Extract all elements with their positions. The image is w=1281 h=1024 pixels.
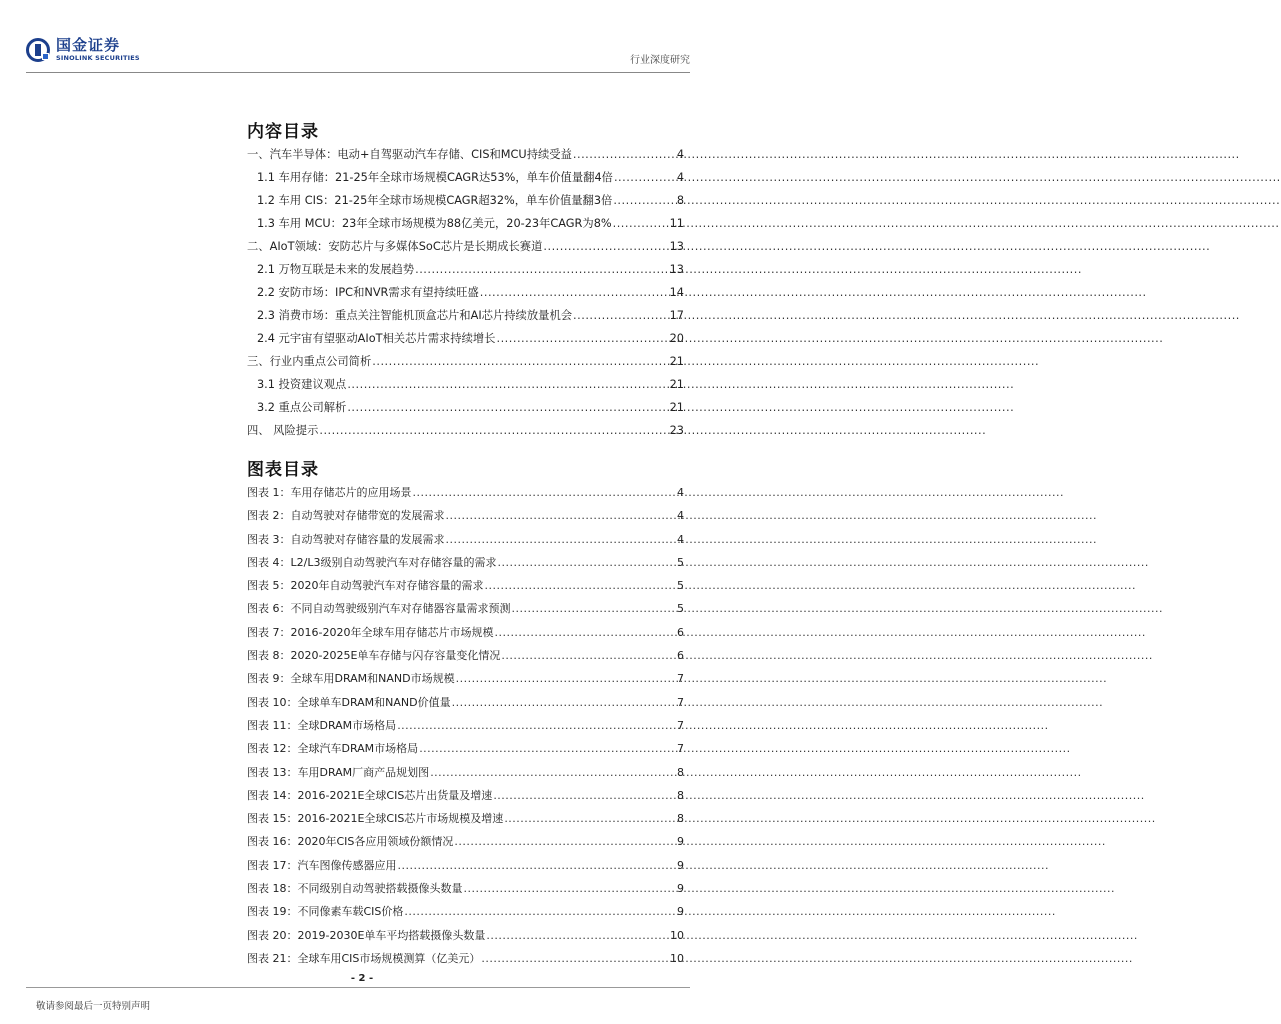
toc-dot-leader bbox=[613, 212, 669, 235]
toc-entry-title: 三、行业内重点公司简析 bbox=[247, 355, 372, 368]
toc-entry-page: 9 bbox=[677, 858, 684, 872]
toc-dot-leader bbox=[481, 947, 669, 970]
toc-entry-title: 图表 21：全球车用CIS市场规模测算（亿美元） bbox=[247, 951, 481, 965]
toc-dot-leader bbox=[456, 667, 676, 690]
toc-entry-title: 图表 7：2016-2020年全球车用存储芯片市场规模 bbox=[247, 625, 494, 639]
toc-entry-page: 20 bbox=[669, 332, 684, 345]
toc-entry-page: 21 bbox=[669, 401, 684, 414]
toc-entry-title: 图表 15：2016-2021E全球CIS芯片市场规模及增速 bbox=[247, 812, 504, 826]
toc-entry[interactable] bbox=[247, 900, 684, 923]
toc-entry[interactable] bbox=[247, 551, 684, 574]
toc-entry[interactable] bbox=[247, 481, 684, 504]
toc-dot-leader bbox=[452, 691, 676, 714]
toc-entry-title: 图表 18：不同级别自动驾驶搭载摄像头数量 bbox=[247, 882, 463, 896]
toc-entry[interactable] bbox=[247, 761, 684, 784]
contents-list bbox=[247, 143, 684, 442]
footer-divider bbox=[26, 987, 690, 988]
toc-dot-leader bbox=[398, 854, 677, 877]
toc-entry-title: 图表 1：车用存储芯片的应用场景 bbox=[247, 486, 412, 499]
toc-entry-title: 四、 风险提示 bbox=[247, 424, 319, 437]
toc-entry[interactable] bbox=[247, 597, 684, 620]
toc-entry-page: 4 bbox=[676, 171, 684, 184]
toc-dot-leader bbox=[347, 396, 668, 419]
toc-entry-title: 图表 12：全球汽车DRAM市场格局 bbox=[247, 742, 419, 756]
toc-entry-page: 8 bbox=[677, 812, 684, 826]
toc-entry[interactable] bbox=[247, 784, 684, 807]
page-header bbox=[26, 38, 690, 72]
toc-dot-leader bbox=[504, 807, 676, 830]
toc-entry[interactable] bbox=[247, 350, 684, 373]
figures-title: 图表目录 bbox=[247, 460, 319, 480]
toc-entry-page: 14 bbox=[669, 286, 684, 299]
toc-dot-leader bbox=[496, 327, 668, 350]
toc-entry[interactable] bbox=[247, 504, 684, 527]
toc-entry[interactable] bbox=[247, 373, 684, 396]
toc-entry-page: 4 bbox=[676, 148, 684, 161]
toc-dot-leader bbox=[454, 830, 676, 853]
toc-entry[interactable] bbox=[247, 574, 684, 597]
toc-dot-leader bbox=[573, 304, 669, 327]
toc-entry-page: 5 bbox=[677, 602, 684, 616]
toc-entry[interactable] bbox=[247, 189, 684, 212]
toc-entry-page: 9 bbox=[677, 905, 684, 919]
toc-entry[interactable] bbox=[247, 281, 684, 304]
toc-entry-title: 一、汽车半导体：电动+自驾驱动汽车存储、CIS和MCU持续受益 bbox=[247, 148, 572, 161]
toc-entry-page: 13 bbox=[669, 240, 684, 253]
toc-entry[interactable] bbox=[247, 830, 684, 853]
toc-entry-title: 2.3 消费市场：重点关注智能机顶盒芯片和AI芯片持续放量机会 bbox=[257, 309, 573, 322]
toc-dot-leader bbox=[497, 551, 676, 574]
toc-dot-leader bbox=[446, 528, 677, 551]
toc-dot-leader bbox=[512, 597, 677, 620]
toc-entry-page: 7 bbox=[677, 672, 684, 686]
toc-entry-title: 图表 2：自动驾驶对存储带宽的发展需求 bbox=[247, 509, 445, 523]
toc-entry[interactable] bbox=[247, 714, 684, 737]
toc-entry-title: 图表 4：L2/L3级别自动驾驶汽车对存储容量的需求 bbox=[247, 555, 497, 569]
toc-dot-leader bbox=[372, 350, 668, 373]
toc-entry[interactable] bbox=[247, 166, 684, 189]
toc-entry-page: 10 bbox=[670, 928, 684, 942]
toc-entry-page: 8 bbox=[677, 788, 684, 802]
toc-dot-leader bbox=[446, 504, 677, 527]
toc-entry-title: 图表 20：2019-2030E单车平均搭载摄像头数量 bbox=[247, 928, 486, 942]
company-logo bbox=[26, 38, 140, 62]
toc-entry-page: 5 bbox=[677, 555, 684, 569]
toc-entry-page: 4 bbox=[677, 509, 684, 523]
toc-entry-title: 2.2 安防市场：IPC和NVR需求有望持续旺盛 bbox=[257, 286, 479, 299]
toc-entry[interactable] bbox=[247, 621, 684, 644]
figures-list bbox=[247, 481, 684, 970]
toc-entry-title: 1.1 车用存储：21-25年全球市场规模CAGR达53%，单车价值量翻4倍 bbox=[257, 171, 613, 184]
toc-entry-page: 4 bbox=[677, 532, 684, 546]
toc-entry-page: 23 bbox=[669, 424, 684, 437]
toc-dot-leader bbox=[573, 143, 676, 166]
toc-entry-page: 13 bbox=[669, 263, 684, 276]
toc-dot-leader bbox=[480, 281, 669, 304]
toc-entry-title: 图表 5：2020年自动驾驶汽车对存储容量的需求 bbox=[247, 579, 484, 593]
toc-dot-leader bbox=[543, 235, 668, 258]
toc-entry[interactable] bbox=[247, 644, 684, 667]
toc-entry[interactable] bbox=[247, 235, 684, 258]
toc-dot-leader bbox=[430, 761, 676, 784]
toc-entry-page: 7 bbox=[677, 742, 684, 756]
logo-icon bbox=[26, 38, 50, 62]
toc-dot-leader bbox=[404, 900, 676, 923]
toc-entry-title: 图表 19：不同像素车载CIS价格 bbox=[247, 905, 404, 919]
toc-entry-title: 1.3 车用 MCU：23年全球市场规模为88亿美元，20-23年CAGR为8% bbox=[257, 217, 612, 230]
toc-entry[interactable] bbox=[247, 854, 684, 877]
toc-entry[interactable] bbox=[247, 947, 684, 970]
toc-entry[interactable] bbox=[247, 737, 684, 760]
toc-dot-leader bbox=[486, 924, 669, 947]
toc-dot-leader bbox=[613, 189, 675, 212]
toc-entry-page: 9 bbox=[677, 835, 684, 849]
toc-entry-page: 7 bbox=[677, 718, 684, 732]
toc-dot-leader bbox=[494, 621, 676, 644]
toc-dot-leader bbox=[319, 419, 668, 442]
toc-dot-leader bbox=[347, 373, 668, 396]
toc-entry[interactable] bbox=[247, 396, 684, 419]
toc-dot-leader bbox=[397, 714, 676, 737]
toc-entry[interactable] bbox=[247, 691, 684, 714]
toc-entry-title: 图表 13：车用DRAM厂商产品规划图 bbox=[247, 765, 430, 779]
toc-entry-page: 8 bbox=[677, 765, 684, 779]
toc-entry-title: 图表 17：汽车图像传感器应用 bbox=[247, 858, 397, 872]
toc-entry-title: 图表 6：不同自动驾驶级别汽车对存储器容量需求预测 bbox=[247, 602, 511, 616]
header-divider bbox=[26, 72, 690, 73]
toc-entry-page: 6 bbox=[677, 625, 684, 639]
toc-entry-title: 2.1 万物互联是未来的发展趋势 bbox=[257, 263, 415, 276]
toc-dot-leader bbox=[413, 481, 677, 504]
toc-dot-leader bbox=[419, 737, 676, 760]
toc-entry[interactable] bbox=[247, 304, 684, 327]
document-type-label: 行业深度研究 bbox=[630, 55, 690, 66]
toc-entry[interactable] bbox=[247, 877, 684, 900]
contents-title: 内容目录 bbox=[247, 122, 319, 142]
toc-entry[interactable] bbox=[247, 258, 684, 281]
toc-entry[interactable] bbox=[247, 419, 684, 442]
toc-dot-leader bbox=[493, 784, 676, 807]
toc-entry-page: 8 bbox=[676, 194, 684, 207]
toc-entry-title: 图表 14：2016-2021E全球CIS芯片出货量及增速 bbox=[247, 788, 493, 802]
toc-entry[interactable] bbox=[247, 143, 684, 166]
toc-entry-page: 21 bbox=[669, 355, 684, 368]
toc-entry-title: 图表 10：全球单车DRAM和NAND价值量 bbox=[247, 695, 451, 709]
toc-entry-page: 4 bbox=[677, 486, 684, 499]
toc-entry[interactable] bbox=[247, 924, 684, 947]
toc-dot-leader bbox=[464, 877, 677, 900]
toc-dot-leader bbox=[415, 258, 669, 281]
toc-entry[interactable] bbox=[247, 327, 684, 350]
toc-entry-page: 9 bbox=[677, 882, 684, 896]
toc-entry-page: 17 bbox=[669, 309, 684, 322]
toc-entry-page: 11 bbox=[669, 217, 684, 230]
toc-entry-title: 图表 11：全球DRAM市场格局 bbox=[247, 718, 397, 732]
toc-entry-title: 1.2 车用 CIS：21-25年全球市场规模CAGR超32%，单车价值量翻3倍 bbox=[257, 194, 613, 207]
toc-entry-page: 7 bbox=[677, 695, 684, 709]
page-number: - 2 - bbox=[350, 973, 374, 984]
toc-entry-title: 2.4 元宇宙有望驱动AIoT相关芯片需求持续增长 bbox=[257, 332, 496, 345]
toc-entry-title: 3.1 投资建议观点 bbox=[257, 378, 347, 391]
toc-dot-leader bbox=[614, 166, 676, 189]
toc-entry[interactable] bbox=[247, 667, 684, 690]
disclaimer-note: 敬请参阅最后一页特别声明 bbox=[36, 1001, 151, 1012]
toc-entry-page: 5 bbox=[677, 579, 684, 593]
toc-entry-page: 10 bbox=[670, 951, 684, 965]
logo-chinese-name: 国金证券 bbox=[56, 36, 121, 55]
toc-entry-title: 图表 3：自动驾驶对存储容量的发展需求 bbox=[247, 532, 445, 546]
toc-entry-title: 图表 8：2020-2025E单车存储与闪存容量变化情况 bbox=[247, 649, 501, 663]
toc-entry[interactable] bbox=[247, 807, 684, 830]
toc-entry-title: 图表 16：2020年CIS各应用领域份额情况 bbox=[247, 835, 454, 849]
toc-entry-page: 6 bbox=[677, 649, 684, 663]
toc-entry-page: 21 bbox=[669, 378, 684, 391]
toc-dot-leader bbox=[485, 574, 677, 597]
logo-english-name: SINOLINK SECURITIES bbox=[56, 54, 140, 63]
toc-entry[interactable] bbox=[247, 212, 684, 235]
toc-dot-leader bbox=[501, 644, 676, 667]
toc-entry[interactable] bbox=[247, 528, 684, 551]
toc-entry-title: 3.2 重点公司解析 bbox=[257, 401, 347, 414]
toc-entry-title: 图表 9：全球车用DRAM和NAND市场规模 bbox=[247, 672, 455, 686]
toc-entry-title: 二、AIoT领域：安防芯片与多媒体SoC芯片是长期成长赛道 bbox=[247, 240, 543, 253]
